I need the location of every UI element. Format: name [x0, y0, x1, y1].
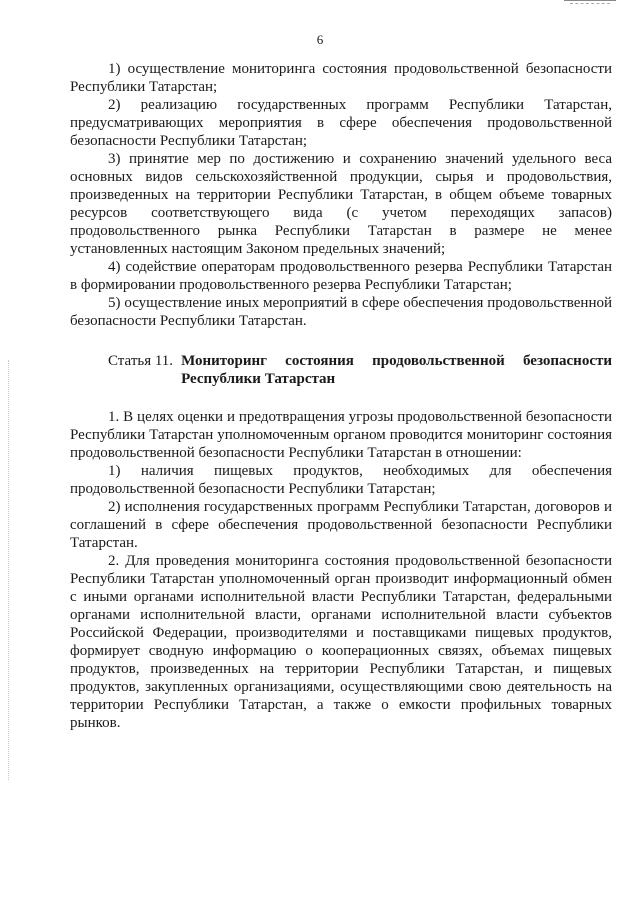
intro-item-2: 2) реализацию государственных программ Республики Татарстан, предусматривающих мероприятия в сфере обеспечения продовольственной безопасности Республики Татарстан;	[70, 97, 612, 149]
article-paragraph-1: 1. В целях оценки и предотвращения угрозы продовольственной безопасности Республики Татарстан уполномоченным органом проводится мониторинг состояния продовольственной безопасности Республики Татарстан в отношении:	[70, 409, 612, 461]
intro-item-1: 1) осуществление мониторинга состояния продовольственной безопасности Республики Татарстан;	[70, 61, 612, 95]
document-body	[70, 60, 612, 732]
page-number: 6	[316, 32, 324, 47]
article-title: Мониторинг состояния продовольственной безопасности Республики Татарстан	[181, 353, 612, 387]
scan-margin-marks	[8, 360, 11, 780]
intro-item-4: 4) содействие операторам продовольственного резерва Республики Татарстан в формировании продовольственного резерва Республики Татарстан;	[70, 259, 612, 293]
article-subitem-1: 1) наличия пищевых продуктов, необходимых для обеспечения продовольственной безопасности Республики Татарстан;	[70, 463, 612, 497]
article-paragraph-2: 2. Для проведения мониторинга состояния продовольственной безопасности Республики Татарстан уполномоченный орган производит информационный обмен с иными органами исполнительной власти Республики Татарстан, федеральными органами исполнительной власти, органами исполнительной власти субъектов Российской Федерации, производителями и поставщиками пищевых продуктов, формирует сводную информацию о кооперационных связях, объемах пищевых продуктов, произведенных на территории Республики Татарстан, и пищевых продуктов, закупленных организациями, осуществляющими свою деятельность на территории Республики Татарстан, а также о емкости профильных товарных рынков.	[70, 553, 612, 731]
article-subitem-2: 2) исполнения государственных программ Республики Татарстан, договоров и соглашений в сфере обеспечения продовольственной безопасности Республики Татарстан.	[70, 499, 612, 551]
spacer	[70, 388, 612, 408]
spacer	[70, 330, 612, 352]
intro-item-5: 5) осуществление иных мероприятий в сфере обеспечения продовольственной безопасности Республики Татарстан.	[70, 295, 612, 329]
article-number: Статья 11.	[108, 353, 174, 369]
intro-item-3: 3) принятие мер по достижению и сохранению значений удельного веса основных видов сельскохозяйственной продукции, сырья и продовольствия, произведенных на территории Республики Татарстан, в общем объеме товарных ресурсов соответствующего вида (с учетом переходящих запасов) продовольственного рынка Республики Татарстан в размере не менее установленных настоящим Законом предельных значений;	[70, 151, 612, 257]
scan-artifact-mark	[564, 0, 616, 7]
article-heading	[70, 352, 612, 388]
